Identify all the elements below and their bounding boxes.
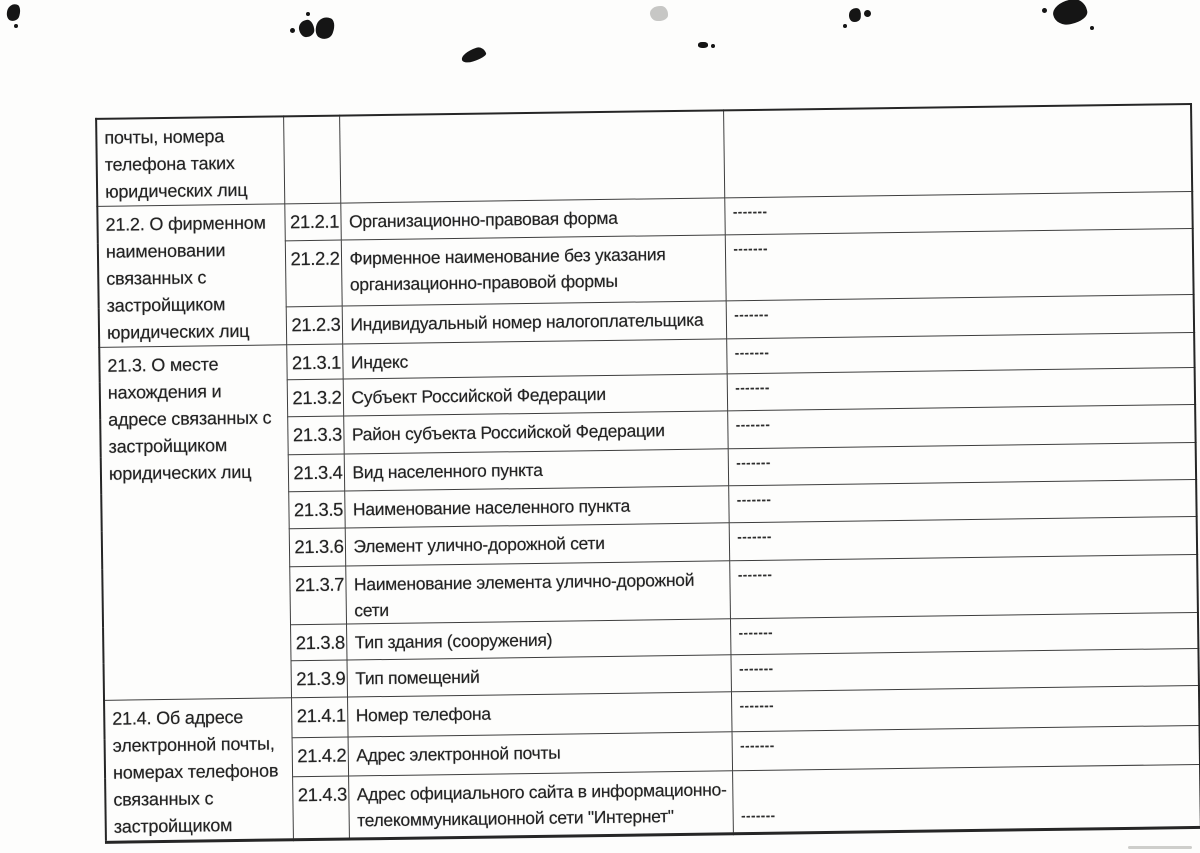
field-label-cell: Субъект Российской Федерации — [343, 374, 727, 416]
value-cell: ------- — [726, 332, 1194, 373]
field-label-cell — [339, 110, 724, 203]
field-label-cell: Тип здания (сооружения) — [346, 619, 730, 660]
value-cell: ------- — [729, 516, 1197, 560]
scan-artifact — [306, 12, 310, 16]
value-cell: ------- — [728, 442, 1196, 485]
scan-artifact — [460, 45, 487, 64]
scan-artifact — [1051, 0, 1089, 27]
value-cell — [723, 104, 1192, 198]
row-code-cell: 21.3.4 — [288, 454, 344, 492]
row-code-cell: 21.3.8 — [290, 624, 346, 661]
section-title-cell: 21.3. О месте нахождения и адресе связанных с застройщиком юридических лиц — [99, 345, 291, 701]
section-title-cell: почты, номера телефона таких юридических лиц — [96, 116, 284, 206]
row-code-cell: 21.3.6 — [289, 528, 346, 567]
row-code-cell: 21.3.2 — [287, 379, 343, 417]
value-cell: ------- — [732, 725, 1200, 770]
field-label-cell: Организационно-правовая форма — [340, 198, 724, 240]
field-label-cell: Индекс — [342, 339, 726, 379]
value-cell: ------- — [727, 404, 1195, 448]
field-label-cell: Фирменное наименование без указания организационно-правовой формы — [341, 235, 726, 306]
scan-artifact — [1128, 846, 1192, 849]
developer-disclosure-table — [95, 103, 1200, 844]
row-code-cell: 21.4.1 — [291, 697, 348, 738]
row-code-cell: 21.3.9 — [291, 660, 347, 698]
value-cell: ------- — [726, 294, 1194, 339]
scan-artifact — [864, 10, 871, 17]
value-cell: ------- — [731, 685, 1200, 731]
value-cell: ------- — [732, 764, 1200, 833]
row-code-cell: 21.3.3 — [287, 416, 344, 455]
field-label-cell: Тип помещений — [347, 655, 731, 697]
scan-artifact — [843, 24, 847, 28]
scan-artifact — [1090, 26, 1094, 30]
row-code-cell: 21.2.3 — [286, 306, 343, 345]
table-row — [96, 104, 1192, 206]
field-label-cell: Элемент улично-дорожной сети — [345, 523, 729, 566]
row-code-cell — [283, 116, 340, 204]
scan-artifact — [698, 42, 708, 48]
field-label-cell: Адрес электронной почты — [348, 732, 732, 776]
section-title-cell: 21.4. Об адресе электронной почты, номерах телефонов связанных с застройщиком — [104, 698, 293, 843]
value-cell: ------- — [728, 479, 1196, 522]
section-title-cell: 21.2. О фирменном наименовании связанных с застройщиком юридических лиц — [97, 204, 286, 348]
scan-artifact — [711, 44, 715, 48]
scan-artifact — [848, 7, 862, 23]
row-code-cell: 21.4.3 — [292, 776, 349, 840]
row-code-cell: 21.3.1 — [286, 344, 342, 380]
row-code-cell: 21.4.2 — [292, 737, 349, 777]
scan-artifact — [313, 15, 337, 42]
field-label-cell: Индивидуальный номер налогоплательщика — [342, 301, 726, 344]
field-label-cell: Номер телефона — [347, 692, 732, 737]
field-label-cell: Вид населенного пункта — [344, 449, 728, 491]
value-cell: ------- — [725, 229, 1194, 301]
value-cell: ------- — [730, 612, 1198, 654]
value-cell: ------- — [727, 367, 1195, 410]
scan-artifact — [298, 19, 316, 38]
field-label-cell: Район субъекта Российской Федерации — [343, 411, 727, 454]
row-code-cell: 21.2.1 — [284, 203, 340, 241]
scan-artifact — [650, 6, 668, 21]
scan-artifact — [14, 24, 18, 28]
field-label-cell: Адрес официального сайта в информационно-телекоммуникационной сети "Интернет" — [348, 771, 733, 839]
scan-artifact — [1042, 8, 1047, 13]
scan-artifact — [5, 3, 22, 23]
table-skew-wrapper — [95, 103, 1200, 844]
scan-artifact — [290, 28, 295, 33]
row-code-cell: 21.2.2 — [285, 240, 342, 306]
field-label-cell: Наименование населенного пункта — [344, 486, 728, 528]
field-label-cell: Наименование элемента улично-дорожной сети — [345, 561, 730, 624]
row-code-cell: 21.3.7 — [289, 566, 346, 625]
value-cell: ------- — [730, 648, 1198, 691]
value-cell: ------- — [724, 191, 1192, 234]
row-code-cell: 21.3.5 — [288, 491, 344, 529]
value-cell: ------- — [729, 554, 1198, 618]
